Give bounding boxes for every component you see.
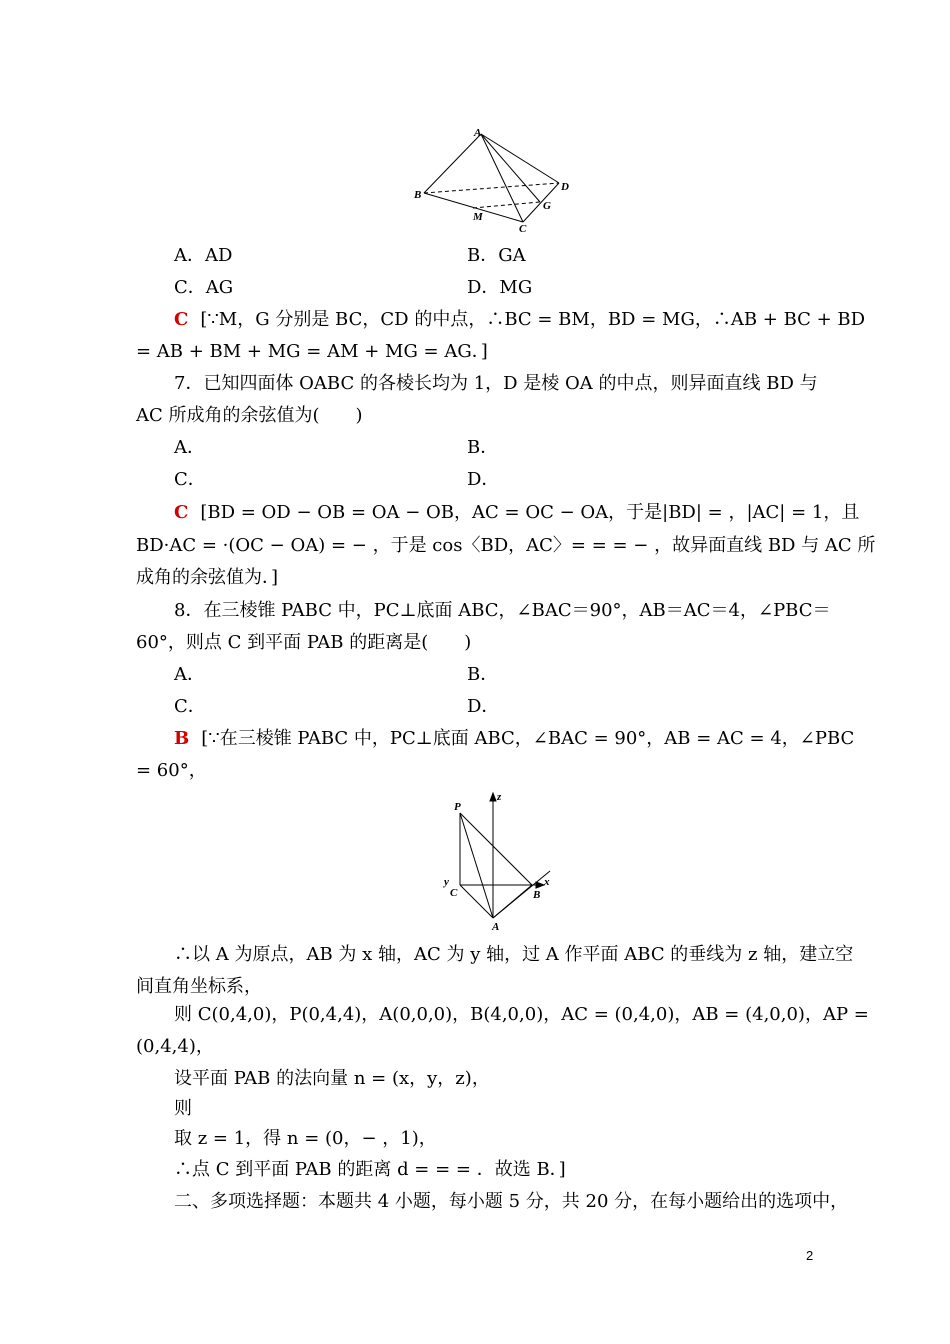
label-A: A [474, 127, 482, 139]
q8-solution-line-4: 间直角坐标系， [136, 976, 262, 997]
q8-solution-line-8: 则 [174, 1098, 192, 1119]
page-number: 2 [806, 1248, 814, 1263]
q8-stem-line-1: 8．在三棱锥 PABC 中，PC⊥底面 ABC，∠BAC＝90°，AB＝AC＝4，∠PBC＝ [174, 600, 831, 621]
q8-solution-line-9: 取 z = 1，得 n = (0，− ，1)， [174, 1128, 437, 1149]
label-C: C [519, 223, 527, 235]
q8-option-a: A． [174, 664, 205, 685]
label-D: D [561, 181, 569, 193]
q8-solution-line-6: (0,4,4)， [136, 1036, 214, 1057]
label-G: G [543, 200, 551, 212]
label-M: M [473, 211, 483, 223]
q8-solution-line-7: 设平面 PAB 的法向量 n = (x，y，z)， [174, 1068, 490, 1089]
q8-solution-line-2: = 60°， [136, 760, 207, 781]
label-B: B [414, 189, 422, 201]
label-P: P [454, 801, 461, 813]
q7-option-c: C． [174, 469, 206, 490]
q8-solution-line-5: 则 C(0,4,0)，P(0,4,4)，A(0,0,0)，B(4,0,0)，AC = (0,4,0)，AB = (4,0,0)，AP = [174, 1004, 869, 1025]
label-A2: A [492, 921, 500, 933]
label-z: z [497, 791, 502, 803]
label-C2: C [450, 887, 458, 899]
figure-pyramid-coordinates [440, 788, 560, 936]
q8-stem-line-2: 60°，则点 C 到平面 PAB 的距离是( ) [136, 632, 472, 653]
q8-solution-line-3: ∴以 A 为原点，AB 为 x 轴，AC 为 y 轴，过 A 作平面 ABC 的垂线为 z 轴，建立空 [174, 944, 854, 965]
q7-answer: C [174, 502, 189, 523]
q6-option-a: A．AD [174, 245, 233, 266]
q7-option-d: D． [467, 469, 500, 490]
q8-option-d: D． [467, 696, 500, 717]
q6-solution-line-2: = AB + BM + MG = AM + MG = AG．] [136, 341, 488, 362]
q8-option-b: B． [467, 664, 499, 685]
q8-solution-line-10: ∴点 C 到平面 PAB 的距离 d = = = ．故选 B．] [174, 1159, 566, 1180]
q7-solution-line-2: BD·AC = ·(OC − OA) = − ，于是 cos〈BD，AC〉= = = − ，故异面直线 BD 与 AC 所 [136, 535, 876, 556]
q6-option-d: D．MG [467, 277, 533, 298]
label-y: y [444, 876, 449, 888]
q8-solution-line-1: B [∵在三棱锥 PABC 中，PC⊥底面 ABC，∠BAC = 90°，AB = AC = 4，∠PBC [174, 728, 855, 749]
label-x: x [544, 876, 550, 888]
q7-solution-line-1: C [BD = OD − OB = OA − OB，AC = OC − OA，于是|BD| = ，|AC| = 1，且 [174, 502, 860, 523]
q6-option-c: C．AG [174, 277, 234, 298]
section-2-heading: 二、多项选择题：本题共 4 小题，每小题 5 分，共 20 分，在每小题给出的选项中， [174, 1191, 849, 1212]
label-B2: B [533, 889, 541, 901]
figure-tetrahedron [410, 124, 580, 236]
q7-stem-line-2: AC 所成角的余弦值为( ) [136, 405, 363, 426]
q6-option-b: B．GA [467, 245, 526, 266]
q8-option-c: C． [174, 696, 206, 717]
q6-solution-line-1: C [∵M，G 分别是 BC，CD 的中点，∴BC = BM，BD = MG，∴AB + BC + BD [174, 309, 866, 330]
q8-answer: B [174, 728, 190, 749]
q6-answer: C [174, 309, 189, 330]
q7-option-b: B． [467, 437, 499, 458]
q7-stem-line-1: 7．已知四面体 OABC 的各棱长均为 1，D 是棱 OA 的中点，则异面直线 BD 与 [174, 373, 818, 394]
q7-solution-line-3: 成角的余弦值为．] [136, 567, 279, 588]
q7-option-a: A． [174, 437, 205, 458]
